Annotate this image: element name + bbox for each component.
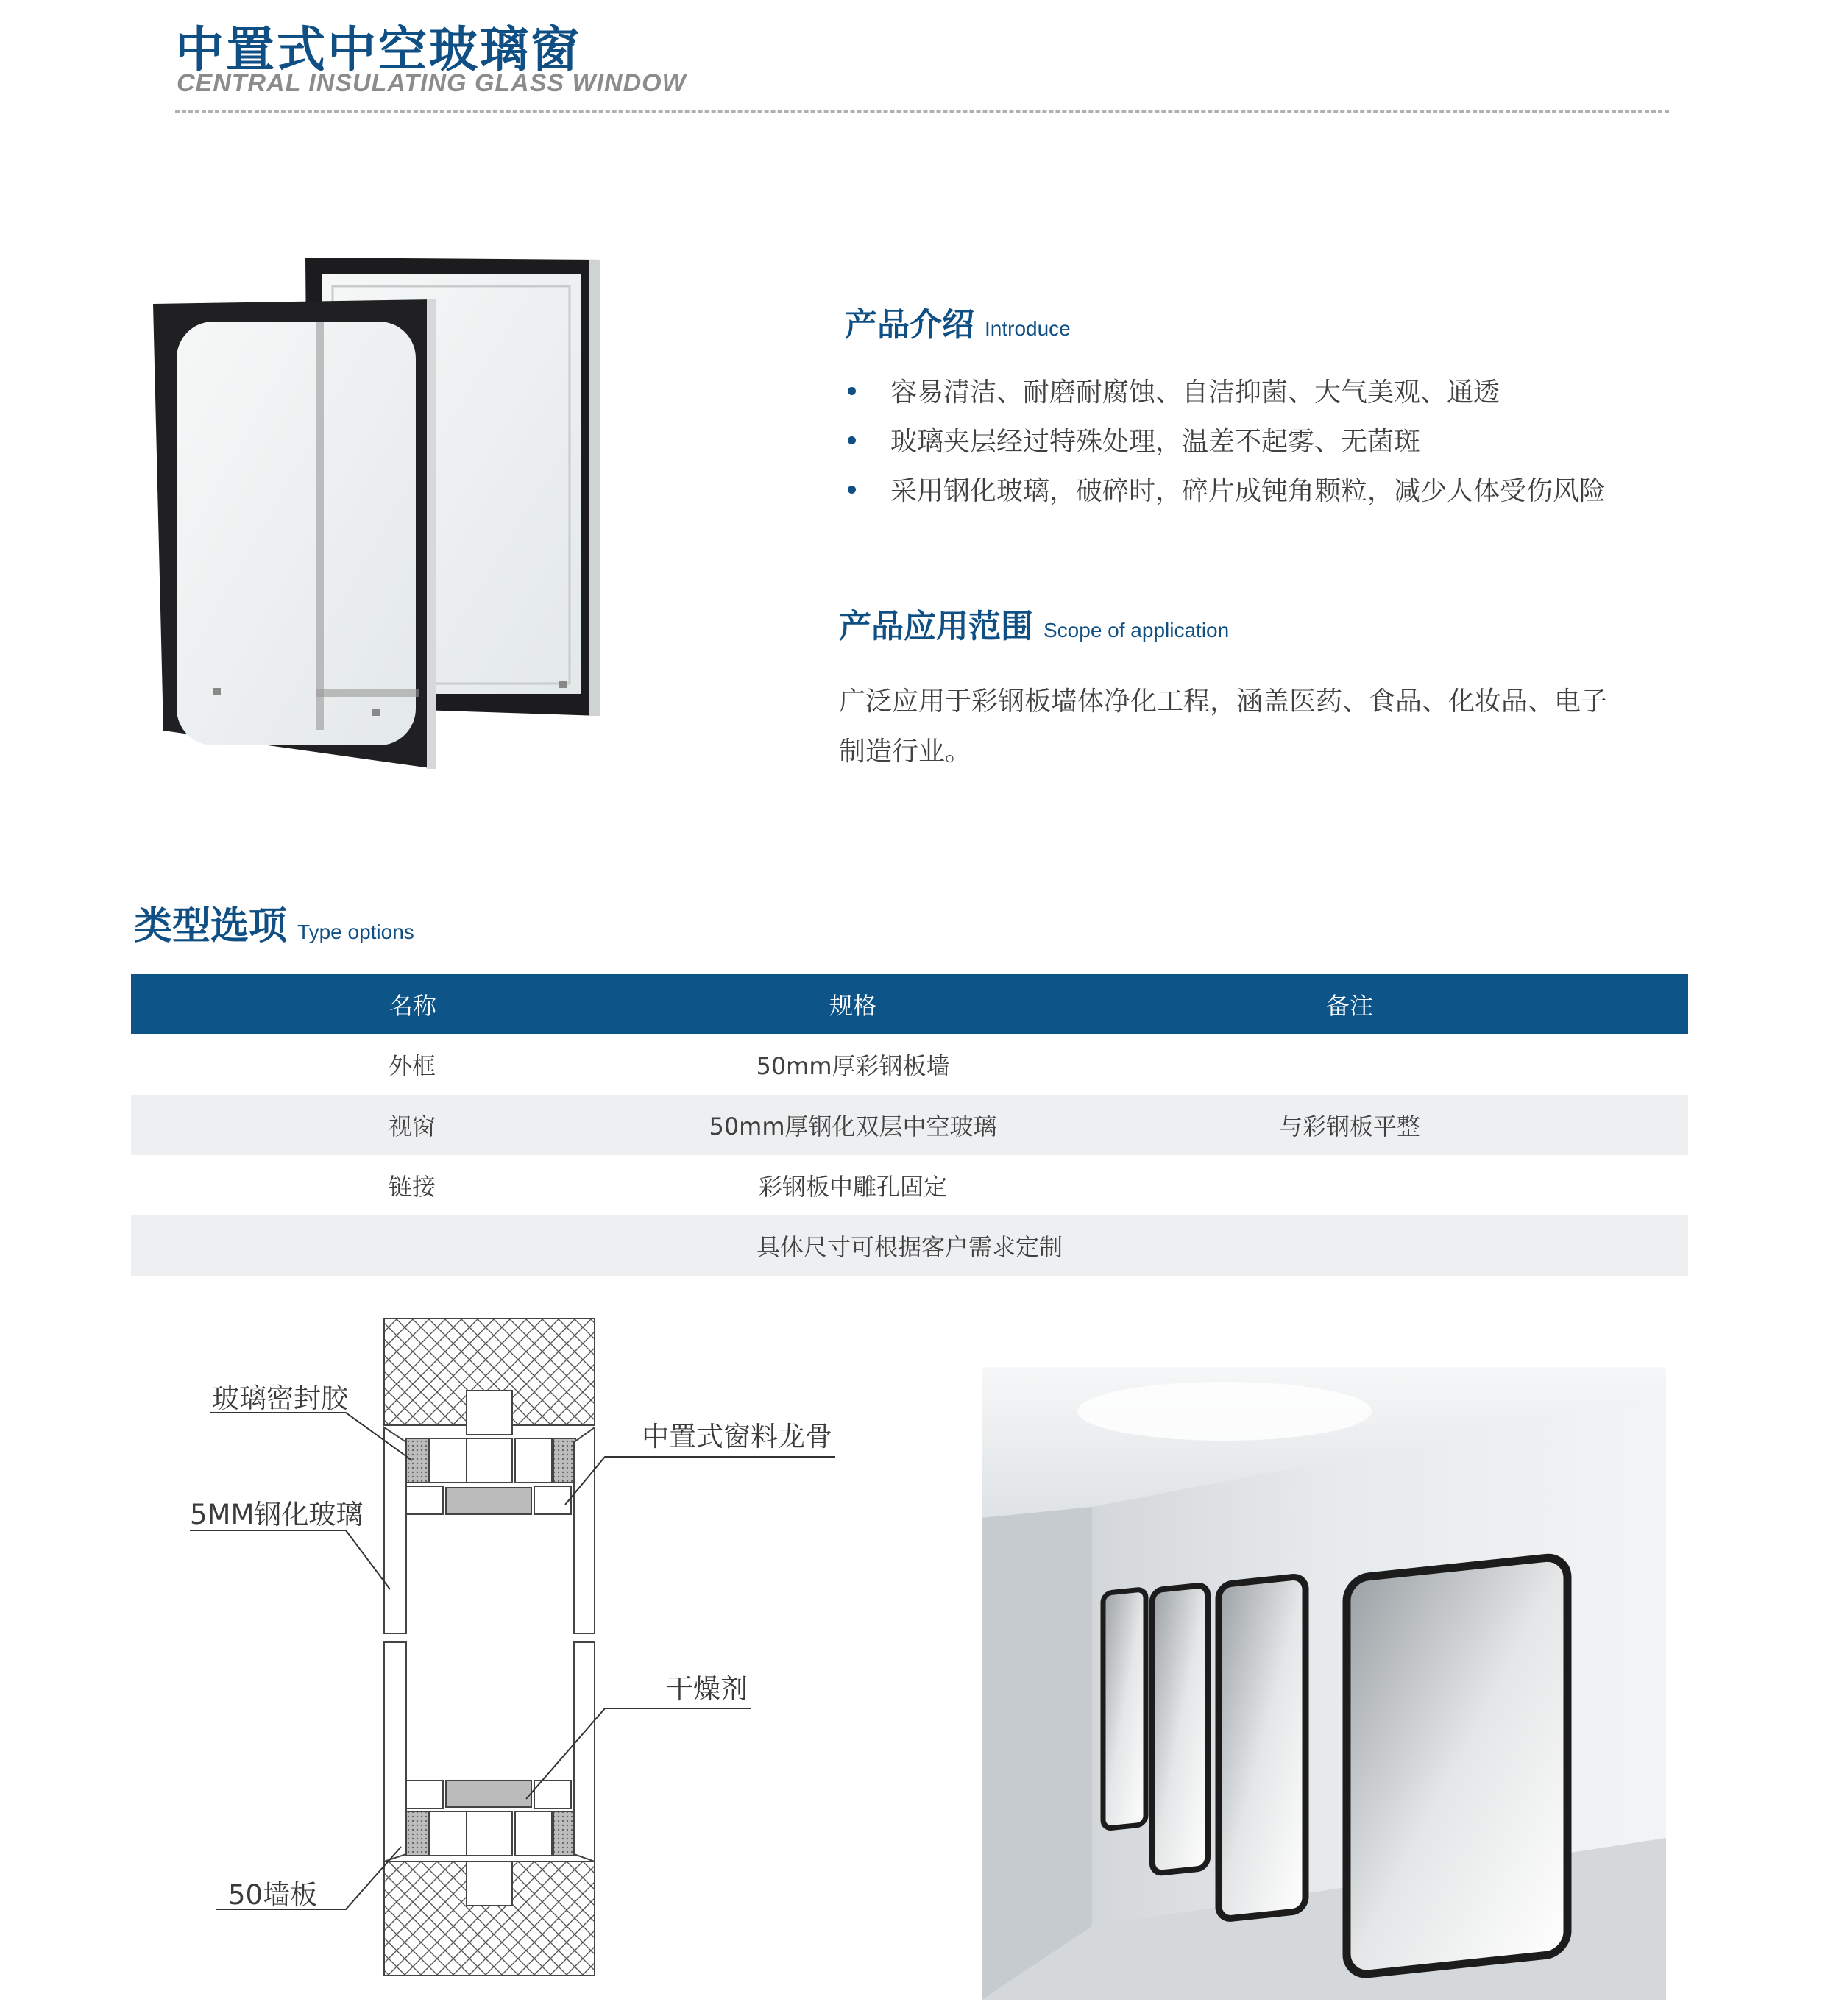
types-heading-cn: 类型选项	[134, 904, 288, 948]
table-cell	[1011, 1034, 1688, 1095]
scope-text-line: 广泛应用于彩钢板墙体净化工程，涵盖医药、食品、化妆品、电子	[839, 686, 1608, 717]
scope-text	[839, 677, 1670, 777]
cleanroom-photo	[982, 1367, 1666, 2000]
table-footer-row	[131, 1215, 1688, 1276]
table-cell: 与彩钢板平整	[1011, 1095, 1688, 1155]
table-cell: 50mm厚钢化双层中空玻璃	[695, 1095, 1011, 1155]
table-cell: 彩钢板中雕孔固定	[758, 1173, 947, 1201]
types-heading	[134, 895, 414, 950]
label-tempered-glass: 5MM钢化玻璃	[190, 1499, 364, 1530]
column-header-note: 备注	[1011, 974, 1688, 1034]
intro-heading	[845, 298, 1071, 345]
table-cell: 50mm厚彩钢板墙	[756, 1052, 950, 1080]
scope-heading-en: Scope of application	[1043, 619, 1230, 642]
intro-bullet-list	[839, 368, 1606, 516]
scope-heading-cn: 产品应用范围	[839, 608, 1033, 645]
table-cell	[1011, 1155, 1688, 1215]
scope-text-line: 制造行业。	[839, 737, 972, 767]
table-row	[131, 1155, 1688, 1215]
header-divider	[175, 110, 1669, 113]
table-row	[131, 1034, 1688, 1095]
table-row	[131, 1095, 1688, 1155]
scope-heading	[839, 600, 1229, 647]
intro-bullet: 容易清洁、耐磨耐腐蚀、自洁抑菌、大气美观、通透	[839, 368, 1606, 417]
column-header-name: 名称	[131, 974, 695, 1034]
types-heading-en: Type options	[297, 920, 414, 943]
table-cell: 链接	[389, 1173, 436, 1201]
intro-bullet: 采用钢化玻璃，破碎时，碎片成钝角颗粒，减少人体受伤风险	[839, 466, 1606, 516]
table-cell: 视窗	[131, 1095, 695, 1155]
table-cell: 外框	[389, 1052, 436, 1080]
intro-heading-cn: 产品介绍	[845, 306, 974, 344]
product-photo	[147, 254, 603, 776]
table-header-row	[131, 974, 1688, 1034]
cross-section-diagram	[0, 1295, 883, 1994]
page-subtitle: CENTRAL INSULATING GLASS WINDOW	[177, 69, 687, 97]
intro-heading-en: Introduce	[985, 317, 1071, 340]
column-header-spec: 规格	[695, 974, 1011, 1034]
label-frame-keel: 中置式窗料龙骨	[642, 1421, 832, 1452]
table-footer-cell: 具体尺寸可根据客户需求定制	[131, 1215, 1688, 1276]
label-desiccant: 干燥剂	[666, 1673, 748, 1705]
intro-bullet: 玻璃夹层经过特殊处理，温差不起雾、无菌斑	[839, 417, 1606, 466]
label-wall-panel: 50墙板	[228, 1879, 318, 1911]
type-options-table	[131, 974, 1688, 1276]
label-sealant: 玻璃密封胶	[212, 1383, 348, 1414]
page-title: 中置式中空玻璃窗	[175, 21, 581, 78]
